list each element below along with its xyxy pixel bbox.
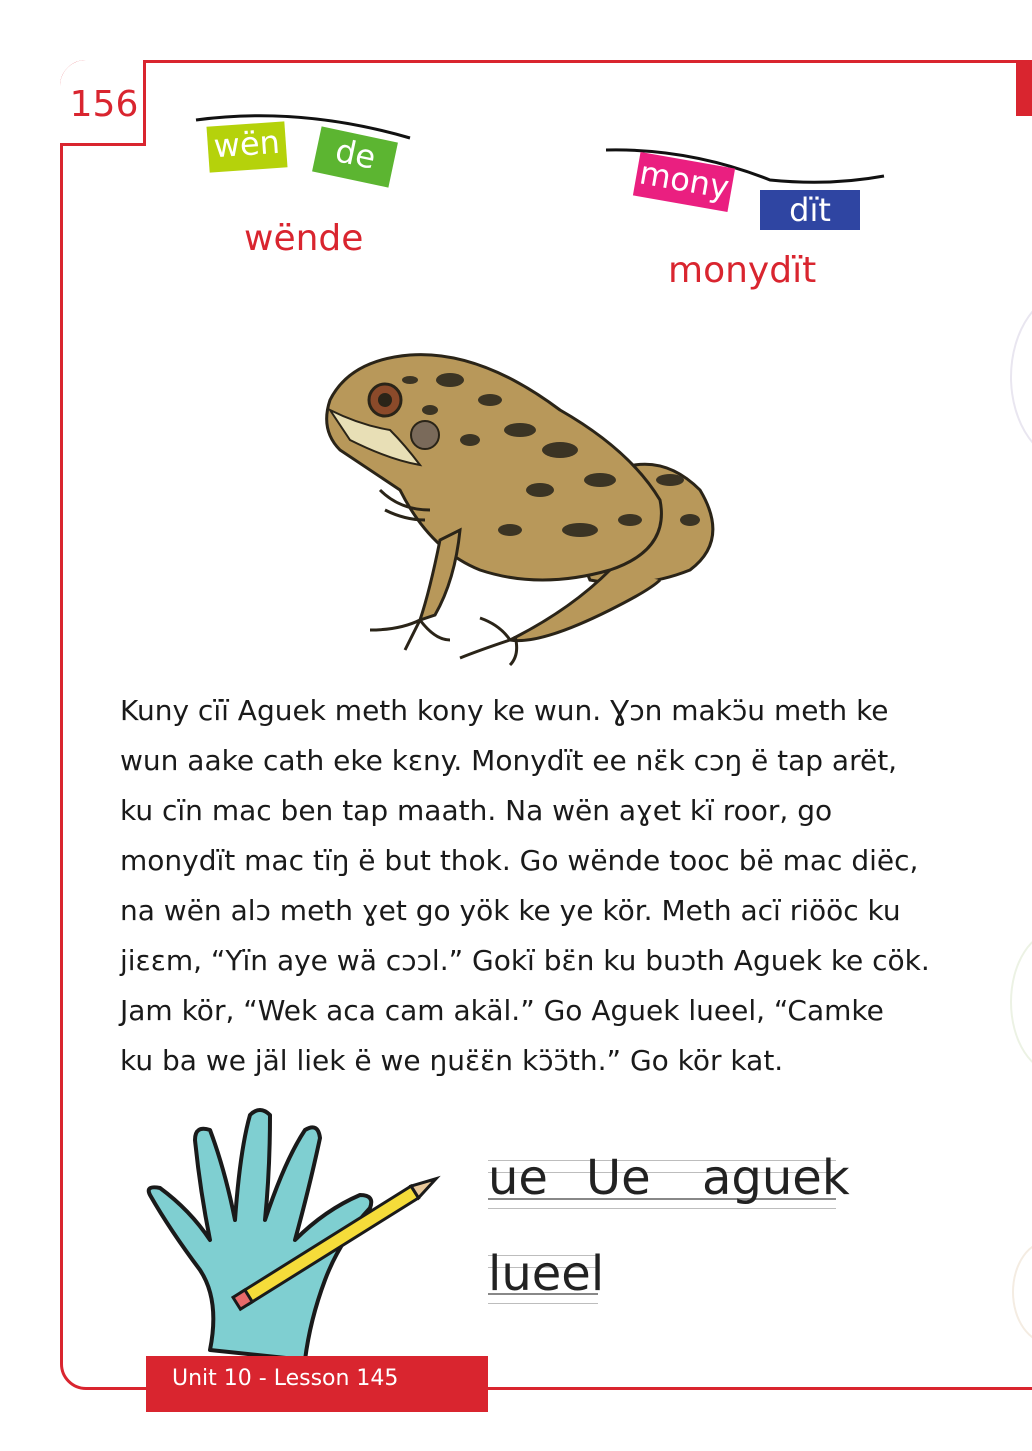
story-line: monydït mac tïŋ ë but thok. Go wënde tooc bë mac diëc, (120, 844, 919, 877)
right-edge-tab (1016, 60, 1032, 116)
story-line: ku cïn mac ben tap maath. Na wën aɣet kï roor, go (120, 794, 833, 827)
word-wende: wënde (244, 218, 364, 259)
story-line: na wën alɔ meth ɣet go yök ke ye kör. Meth acï riööc ku (120, 894, 901, 927)
hand-with-pencil-icon (140, 1100, 450, 1360)
story-line: jiɛɛm, “Yïn aye wä cɔɔl.” Gokï bɛ̈n ku buɔth Aguek ke cök. (120, 944, 930, 977)
syllable-tag-dit: dït (760, 190, 860, 230)
practice-word-aguek: aguek (702, 1150, 850, 1206)
story-line: ku ba we jäl liek ë we ŋuɛ̈ɛ̈n kɔ̈ɔ̈th.” Go kör kat. (120, 1044, 784, 1077)
practice-word-lueel: lueel (488, 1246, 605, 1302)
footer-unit-lesson: Unit 10 - Lesson 145 (172, 1366, 399, 1391)
syllable-tag-wen: wën (206, 121, 287, 172)
practice-word-ue: ue (488, 1150, 548, 1206)
story-line: Jam kör, “Wek aca cam akäl.” Go Aguek lueel, “Camke (120, 994, 884, 1027)
practice-word-Ue: Ue (586, 1150, 651, 1206)
syllable-tag-mony: mony (633, 152, 735, 212)
story-line: wun aake cath eke kɛny. Monydït ee nɛ̈k cɔŋ ë tap arët, (120, 744, 898, 777)
frog-illustration (310, 340, 740, 670)
guide-line (488, 1208, 836, 1209)
guide-line (488, 1303, 598, 1304)
story-text (120, 686, 980, 1086)
page-number: 156 (69, 84, 139, 125)
syllable-tag-de: de (312, 126, 398, 187)
story-line: Kuny cïï Aguek meth kony ke wun. Ɣɔn makɔ̈u meth ke (120, 694, 889, 727)
word-monydit: monydït (668, 250, 817, 291)
